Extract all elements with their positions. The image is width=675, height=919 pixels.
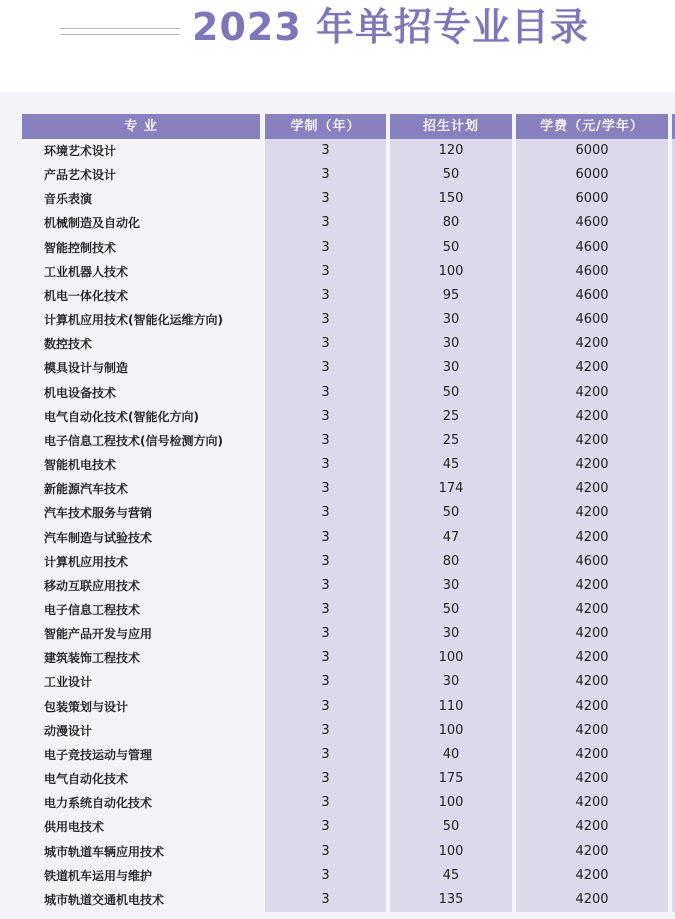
cell-years: 3 (265, 429, 386, 453)
cell-fee: 4200 (516, 743, 668, 767)
cell-years: 3 (265, 477, 386, 501)
cell-plan: 100 (390, 840, 512, 864)
cell-plan: 100 (390, 646, 512, 670)
cell-major: 工业机器人技术 (44, 264, 129, 279)
cell-plan: 30 (390, 308, 512, 332)
table-row (22, 743, 675, 767)
cell-years: 3 (265, 574, 386, 598)
cell-fee: 6000 (516, 187, 668, 211)
table-row (22, 356, 675, 380)
cell-plan: 30 (390, 356, 512, 380)
cell-fee: 4200 (516, 888, 668, 912)
cell-plan: 50 (390, 163, 512, 187)
title-decoration-line (60, 28, 180, 29)
cell-years: 3 (265, 187, 386, 211)
cell-years: 3 (265, 670, 386, 694)
table-row (22, 719, 675, 743)
table-header-row (22, 114, 675, 139)
cell-years: 3 (265, 767, 386, 791)
cell-plan: 50 (390, 598, 512, 622)
cell-plan: 95 (390, 284, 512, 308)
cell-plan: 47 (390, 526, 512, 550)
cell-plan: 50 (390, 501, 512, 525)
cell-fee: 4200 (516, 864, 668, 888)
cell-fee: 4200 (516, 405, 668, 429)
table-row (22, 260, 675, 284)
cell-plan: 50 (390, 815, 512, 839)
cell-fee: 4200 (516, 429, 668, 453)
title-area (0, 0, 675, 92)
cell-years: 3 (265, 405, 386, 429)
cell-years: 3 (265, 526, 386, 550)
page-title: 2023 年单招专业目录 (192, 5, 589, 49)
table-row (22, 888, 675, 912)
cell-fee: 4600 (516, 308, 668, 332)
cell-years: 3 (265, 501, 386, 525)
column-header-years: 学制（年） (265, 114, 386, 139)
table-row (22, 695, 675, 719)
cell-years: 3 (265, 284, 386, 308)
cell-years: 3 (265, 864, 386, 888)
column-header-fee: 学费（元/学年） (516, 114, 668, 139)
cell-years: 3 (265, 139, 386, 163)
cell-years: 3 (265, 260, 386, 284)
cell-years: 3 (265, 236, 386, 260)
cell-fee: 4600 (516, 284, 668, 308)
table-row (22, 670, 675, 694)
cell-fee: 4200 (516, 453, 668, 477)
cell-major: 动漫设计 (44, 723, 93, 738)
cell-plan: 25 (390, 405, 512, 429)
table-row (22, 405, 675, 429)
cell-plan: 80 (390, 550, 512, 574)
cell-major: 智能产品开发与应用 (44, 627, 153, 642)
cell-plan: 110 (390, 695, 512, 719)
cell-plan: 50 (390, 236, 512, 260)
cell-plan: 30 (390, 622, 512, 646)
cell-years: 3 (265, 381, 386, 405)
cell-plan: 25 (390, 429, 512, 453)
table-row (22, 840, 675, 864)
cell-major: 电气自动化技术 (44, 772, 129, 787)
cell-fee: 4600 (516, 550, 668, 574)
cell-major: 计算机应用技术(智能化运维方向) (44, 313, 223, 328)
cell-major: 城市轨道车辆应用技术 (44, 844, 165, 859)
cell-major: 数控技术 (44, 337, 93, 352)
table-row (22, 211, 675, 235)
table-row (22, 139, 675, 163)
table-row (22, 791, 675, 815)
table-row (22, 453, 675, 477)
cell-years: 3 (265, 840, 386, 864)
cell-fee: 4200 (516, 646, 668, 670)
cell-fee: 4200 (516, 840, 668, 864)
cell-fee: 4200 (516, 332, 668, 356)
cell-fee: 4200 (516, 767, 668, 791)
cell-plan: 30 (390, 332, 512, 356)
cell-plan: 100 (390, 719, 512, 743)
cell-plan: 30 (390, 670, 512, 694)
cell-plan: 45 (390, 453, 512, 477)
cell-major: 电力系统自动化技术 (44, 796, 153, 811)
cell-years: 3 (265, 695, 386, 719)
cell-plan: 174 (390, 477, 512, 501)
table-row (22, 622, 675, 646)
cell-fee: 4200 (516, 622, 668, 646)
cell-fee: 4200 (516, 574, 668, 598)
cell-major: 机电一体化技术 (44, 288, 129, 303)
cell-years: 3 (265, 453, 386, 477)
cell-plan: 150 (390, 187, 512, 211)
column-header-plan: 招生计划 (390, 114, 512, 139)
table-row (22, 284, 675, 308)
table-row (22, 332, 675, 356)
cell-years: 3 (265, 332, 386, 356)
table-row (22, 308, 675, 332)
table-row (22, 550, 675, 574)
cell-major: 电子信息工程技术(信号检测方向) (44, 433, 223, 448)
cell-fee: 4200 (516, 719, 668, 743)
cell-plan: 45 (390, 864, 512, 888)
cell-fee: 4600 (516, 260, 668, 284)
title-decoration-line (60, 34, 180, 35)
table-row (22, 574, 675, 598)
cell-major: 环境艺术设计 (44, 144, 117, 158)
table-row (22, 501, 675, 525)
cell-fee: 4200 (516, 356, 668, 380)
cell-plan: 40 (390, 743, 512, 767)
cell-fee: 4200 (516, 791, 668, 815)
table-row (22, 236, 675, 260)
cell-plan: 100 (390, 791, 512, 815)
table-row (22, 598, 675, 622)
cell-years: 3 (265, 622, 386, 646)
cell-years: 3 (265, 719, 386, 743)
cell-major: 城市轨道交通机电技术 (44, 892, 165, 907)
cell-major: 机械制造及自动化 (44, 216, 141, 231)
cell-fee: 4200 (516, 670, 668, 694)
cell-major: 建筑装饰工程技术 (44, 651, 141, 666)
cell-fee: 4200 (516, 526, 668, 550)
table-row (22, 187, 675, 211)
cell-fee: 4200 (516, 695, 668, 719)
cell-major: 铁道机车运用与维护 (44, 868, 153, 883)
cell-years: 3 (265, 598, 386, 622)
cell-major: 电子竞技运动与管理 (44, 747, 153, 762)
cell-major: 移动互联应用技术 (44, 578, 141, 593)
cell-plan: 50 (390, 381, 512, 405)
cell-major: 新能源汽车技术 (44, 482, 129, 497)
cell-major: 电子信息工程技术 (44, 602, 141, 617)
cell-fee: 4200 (516, 381, 668, 405)
cell-years: 3 (265, 163, 386, 187)
table-row (22, 163, 675, 187)
table-row (22, 381, 675, 405)
cell-fee: 4600 (516, 211, 668, 235)
cell-major: 智能机电技术 (44, 458, 117, 473)
cell-fee: 6000 (516, 139, 668, 163)
cell-fee: 4600 (516, 236, 668, 260)
cell-plan: 30 (390, 574, 512, 598)
cell-major: 机电设备技术 (44, 385, 117, 400)
cell-fee: 4200 (516, 815, 668, 839)
table-row (22, 526, 675, 550)
cell-fee: 6000 (516, 163, 668, 187)
column-header-major: 专 业 (22, 114, 260, 139)
cell-fee: 4200 (516, 598, 668, 622)
cell-years: 3 (265, 791, 386, 815)
cell-fee: 4200 (516, 477, 668, 501)
table-row (22, 646, 675, 670)
cell-major: 产品艺术设计 (44, 168, 117, 183)
table-row (22, 477, 675, 501)
cell-years: 3 (265, 356, 386, 380)
cell-years: 3 (265, 646, 386, 670)
cell-major: 汽车制造与试验技术 (44, 530, 153, 545)
cell-years: 3 (265, 815, 386, 839)
table-row (22, 767, 675, 791)
cell-major: 模具设计与制造 (44, 361, 129, 376)
cell-major: 计算机应用技术 (44, 554, 129, 569)
table-row (22, 864, 675, 888)
cell-fee: 4200 (516, 501, 668, 525)
cell-major: 工业设计 (44, 675, 93, 690)
cell-plan: 100 (390, 260, 512, 284)
cell-plan: 175 (390, 767, 512, 791)
cell-major: 电气自动化技术(智能化方向) (44, 409, 199, 424)
cell-major: 汽车技术服务与营销 (44, 506, 153, 521)
majors-table (22, 114, 675, 912)
cell-major: 包装策划与设计 (44, 699, 129, 714)
cell-major: 智能控制技术 (44, 240, 117, 255)
cell-years: 3 (265, 308, 386, 332)
cell-plan: 135 (390, 888, 512, 912)
cell-plan: 80 (390, 211, 512, 235)
cell-major: 音乐表演 (44, 192, 93, 207)
cell-years: 3 (265, 211, 386, 235)
cell-plan: 120 (390, 139, 512, 163)
cell-years: 3 (265, 888, 386, 912)
table-row (22, 429, 675, 453)
cell-years: 3 (265, 550, 386, 574)
cell-years: 3 (265, 743, 386, 767)
cell-major: 供用电技术 (44, 820, 105, 835)
table-row (22, 815, 675, 839)
